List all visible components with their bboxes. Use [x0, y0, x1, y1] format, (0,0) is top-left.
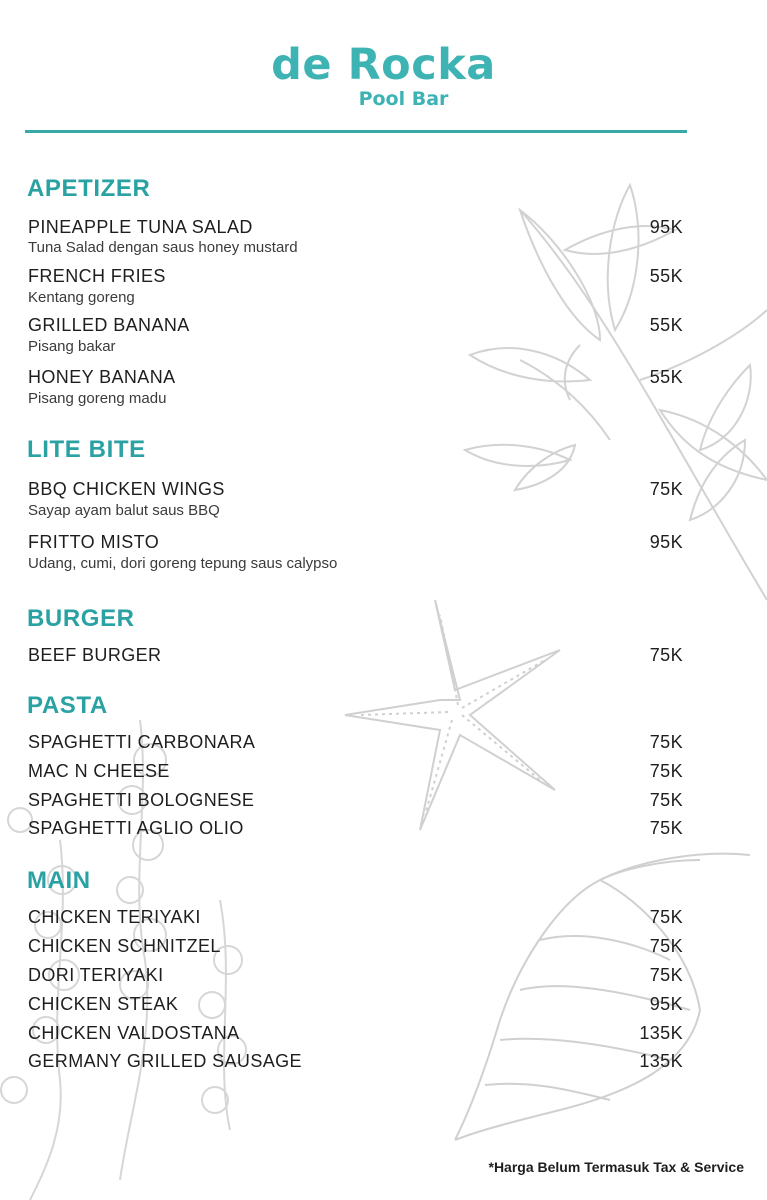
seashell-illustration — [455, 854, 750, 1140]
section-title-lite-bite: LITE BITE — [27, 436, 146, 463]
menu-item-name: CHICKEN SCHNITZEL — [28, 936, 221, 956]
header-divider — [25, 130, 687, 133]
menu-item-price: 75K — [649, 965, 683, 985]
menu-item-price: 55K — [649, 315, 683, 335]
menu-item-price: 75K — [649, 907, 683, 927]
menu-item-description: Tuna Salad dengan saus honey mustard — [28, 239, 298, 256]
menu-item-price: 75K — [649, 479, 683, 499]
menu-item-description: Pisang bakar — [28, 338, 116, 355]
menu-item-name: CHICKEN STEAK — [28, 994, 179, 1014]
menu-item-description: Udang, cumi, dori goreng tepung saus calypso — [28, 555, 338, 572]
menu-item-name: CHICKEN TERIYAKI — [28, 907, 201, 927]
menu-item-price: 75K — [649, 818, 683, 838]
menu-item-name: SPAGHETTI CARBONARA — [28, 732, 256, 752]
menu-item-price: 75K — [649, 732, 683, 752]
menu-item-name: HONEY BANANA — [28, 367, 176, 387]
starfish-illustration — [345, 600, 560, 830]
brand-subtitle: Pool Bar — [358, 88, 449, 110]
menu-item-name: FRITTO MISTO — [28, 532, 160, 552]
menu-item-name: SPAGHETTI BOLOGNESE — [28, 790, 255, 810]
menu-item-name: GRILLED BANANA — [28, 315, 190, 335]
menu-item-price: 95K — [649, 532, 683, 552]
menu-item-name: MAC N CHEESE — [28, 761, 170, 781]
menu-item-price: 75K — [649, 645, 683, 665]
menu-item-price: 95K — [649, 994, 683, 1014]
menu-item-name: GERMANY GRILLED SAUSAGE — [28, 1051, 302, 1071]
menu-item-price: 55K — [649, 367, 683, 387]
menu-item-name: SPAGHETTI AGLIO OLIO — [28, 818, 244, 838]
menu-item-name: FRENCH FRIES — [28, 266, 166, 286]
menu-item-description: Kentang goreng — [28, 289, 135, 306]
menu-item-name: PINEAPPLE TUNA SALAD — [28, 217, 253, 237]
menu-item-description: Pisang goreng madu — [28, 390, 167, 407]
menu-item-name: CHICKEN VALDOSTANA — [28, 1023, 240, 1043]
menu-item-price: 95K — [649, 217, 683, 237]
menu-item-name: BBQ CHICKEN WINGS — [28, 479, 225, 499]
section-title-apetizer: APETIZER — [27, 175, 151, 202]
brand-logo: de Rocka — [271, 40, 496, 90]
menu-item-name: DORI TERIYAKI — [28, 965, 164, 985]
section-title-burger: BURGER — [27, 605, 135, 632]
leaf-branch-illustration — [465, 185, 767, 600]
tax-service-note: *Harga Belum Termasuk Tax & Service — [488, 1159, 744, 1175]
menu-item-name: BEEF BURGER — [28, 645, 162, 665]
menu-item-price: 135K — [639, 1023, 683, 1043]
menu-item-price: 75K — [649, 936, 683, 956]
section-title-pasta: PASTA — [27, 692, 108, 719]
menu-item-price: 55K — [649, 266, 683, 286]
menu-item-description: Sayap ayam balut saus BBQ — [28, 502, 220, 519]
menu-item-price: 135K — [639, 1051, 683, 1071]
section-title-main: MAIN — [27, 867, 91, 894]
menu-item-price: 75K — [649, 761, 683, 781]
menu-item-price: 75K — [649, 790, 683, 810]
